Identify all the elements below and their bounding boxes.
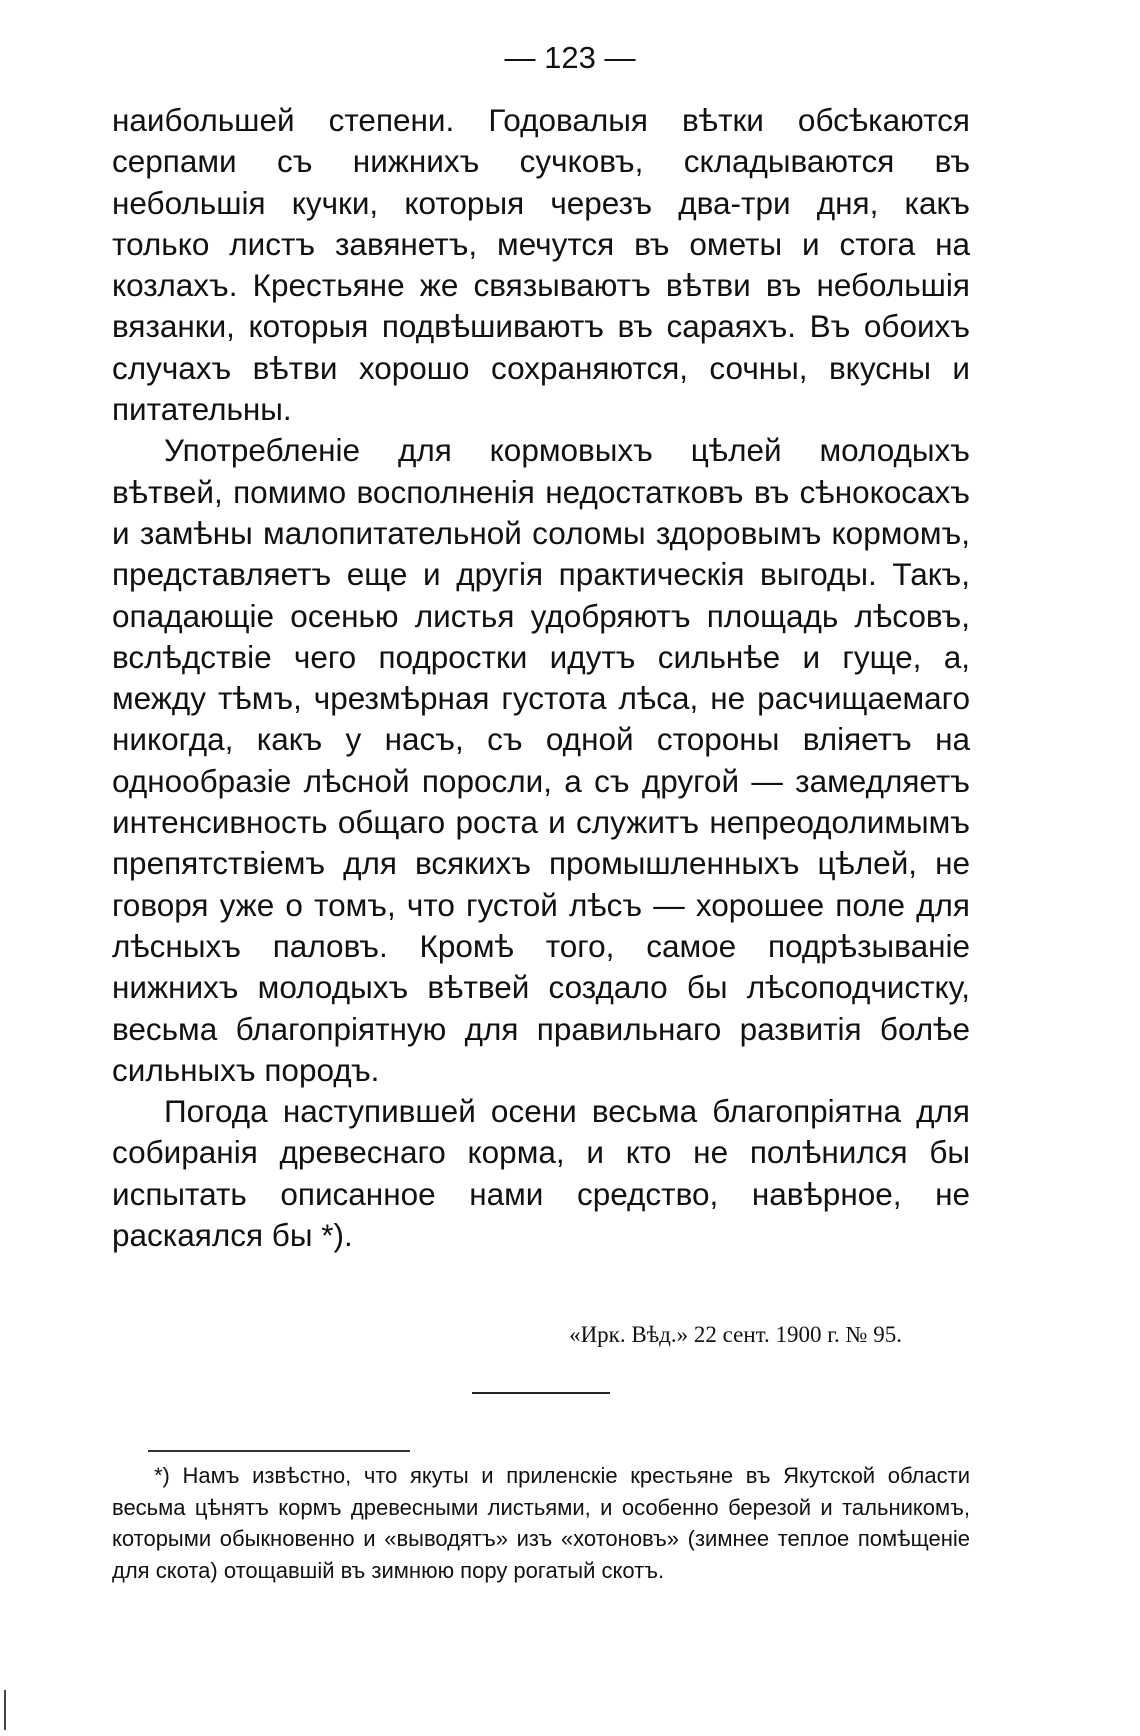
paragraph-2: Употребленiе для кормовыхъ цѣлей молодыхъ вѣтвей, помимо восполненiя недостатковъ въ сѣнокосахъ и замѣны малопитательной соломы здоровымъ кормомъ, представляетъ еще и другiя практическiя выгоды. Такъ, опадающiе осенью листья удобряютъ площадь лѣсовъ, вслѣдствiе чего подростки идутъ сильнѣе и гуще, а, между тѣмъ, чрезмѣрная густота лѣса, не расчищаемаго никогда, какъ у насъ, съ одной стороны влiяетъ на однообразiе лѣсной поросли, а съ другой — замедляетъ интенсивность общаго роста и служитъ непреодолимымъ препятствiемъ для всякихъ промышленныхъ цѣлей, не говоря уже о томъ, что густой лѣсъ — хорошее поле для лѣсныхъ паловъ. Кромѣ того, самое подрѣзыванiе нижнихъ молодыхъ вѣтвей создало бы лѣсоподчистку, весьма благопрiятную для правильнаго развитiя болѣе сильныхъ породъ. bbox=[112, 432, 970, 1088]
margin-mark bbox=[4, 1690, 6, 1730]
footnote bbox=[112, 1460, 970, 1586]
paragraph-1: наибольшей степени. Годовалыя вѣтки обсѣкаются серпами съ нижнихъ сучковъ, складываются въ небольшiя кучки, которыя черезъ два-три дня, какъ только листъ завянетъ, мечутся въ ометы и стога на козлахъ. Крестьяне же связываютъ вѣтви въ небольшiя вязанки, которыя подвѣшиваютъ въ сараяхъ. Въ обоихъ случахъ вѣтви хорошо сохраняются, сочны, вкусны и питательны. bbox=[112, 102, 970, 428]
body-text bbox=[112, 100, 970, 1256]
footnote-divider bbox=[148, 1450, 410, 1452]
paragraph-3: Погода наступившей осени весьма благопрiятна для собиранiя древеснаго корма, и кто не полѣнился бы испытать описанное нами средство, навѣрное, не раскаялся бы *). bbox=[112, 1093, 970, 1254]
page-number: — 123 — bbox=[504, 40, 636, 75]
section-divider bbox=[472, 1392, 610, 1394]
source-citation: «Ирк. Вѣд.» 22 сент. 1900 г. № 95. bbox=[569, 1322, 902, 1347]
footnote-text: *) Намъ извѣстно, что якуты и приленскiе крестьяне въ Якутской области весьма цѣнятъ кормъ древесными листьями, и особенно березой и тальникомъ, которыми обыкновенно и «выводятъ» изъ «хотоновъ» (зимнее теплое помѣщенiе для скота) отощавшiй въ зимнюю пору рогатый скотъ. bbox=[112, 1463, 970, 1583]
